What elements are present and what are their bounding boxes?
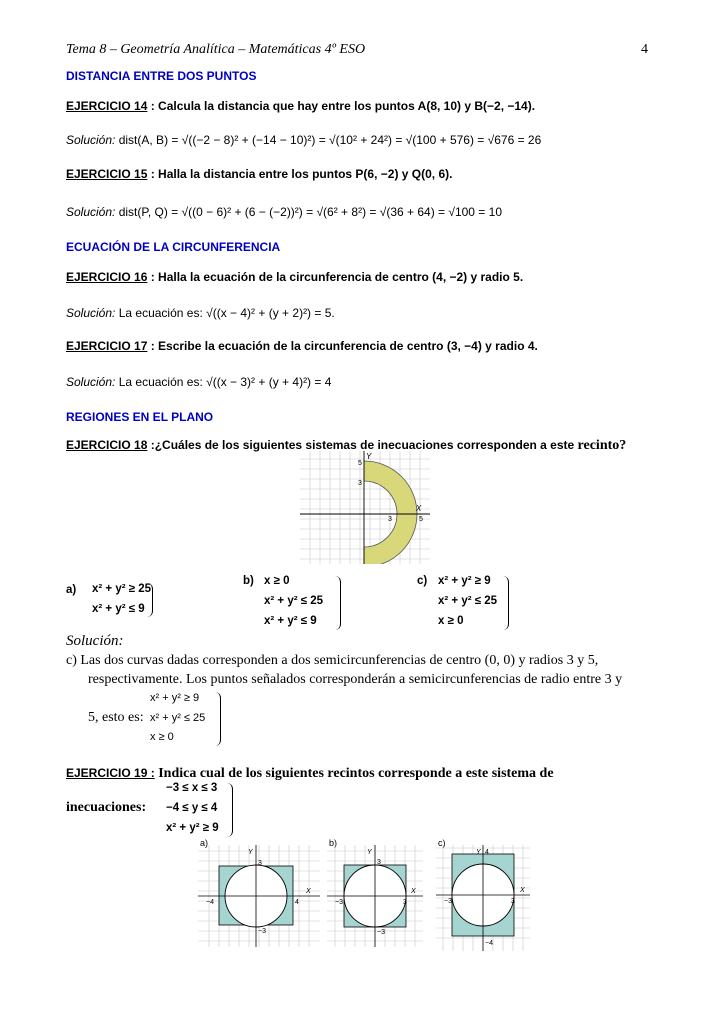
solution-label: Solución:	[66, 306, 116, 320]
exercise-label: EJERCICIO 19 :	[66, 766, 155, 780]
option-a-line1: x² + y² ≥ 25	[92, 583, 152, 595]
option-a-label: a)	[66, 584, 77, 596]
solution-15	[66, 205, 502, 219]
header-title: Tema 8 – Geometría Analítica – Matemáticas 4º ESO	[66, 42, 366, 57]
option-c-line1: x² + y² ≥ 9	[438, 575, 491, 587]
exercise-text: :¿Cuáles de los siguientes sistemas de inecuaciones corresponden a este	[147, 438, 575, 452]
solution-18-brace	[214, 692, 221, 746]
exercise-19-text2: inecuaciones:	[66, 800, 147, 815]
solution-18-label: Solución:	[66, 633, 124, 649]
section-circle: ECUACIÓN DE LA CIRCUNFERENCIA	[66, 240, 281, 254]
solution-text: La ecuación es:	[118, 306, 203, 320]
option-b-line3: x² + y² ≤ 9	[264, 615, 317, 627]
graph-c	[436, 845, 530, 951]
graph-b	[327, 845, 423, 947]
graph-b-label: b)	[329, 838, 338, 848]
y-axis-label: Y	[367, 849, 372, 856]
exercise-text: : Escribe la ecuación de la circunferencia de centro (3, −4) y radio 4.	[147, 339, 538, 353]
option-a-brace	[146, 583, 153, 617]
tick-3x: 3	[403, 899, 407, 906]
option-a-line2: x² + y² ≤ 9	[92, 603, 145, 615]
option-b-brace	[334, 576, 341, 630]
exercise-text: : Calcula la distancia que hay entre los puntos A(8, 10) y B(−2, −14).	[147, 99, 536, 113]
option-c-brace	[502, 576, 509, 630]
exercise-19-system-2: −4 ≤ y ≤ 4	[166, 802, 218, 814]
solution-18-line2: respectivamente. Los puntos señalados corresponderán a semicircunferencias de radio entre 3 y	[88, 672, 623, 687]
exercise-text-tail: recinto?	[577, 438, 627, 453]
page-number: 4	[641, 42, 648, 57]
exercise-19-system-3: x² + y² ≥ 9	[166, 822, 219, 834]
exercise-label: EJERCICIO 17	[66, 339, 148, 353]
tick-3: 3	[258, 860, 262, 867]
exercise-label: EJERCICIO 14	[66, 99, 148, 113]
x-axis-label: X	[306, 888, 311, 895]
solution-text: La ecuación es:	[118, 375, 203, 389]
exercise-19-system-1: −3 ≤ x ≤ 3	[166, 782, 218, 794]
option-b-line1: x ≥ 0	[264, 575, 290, 587]
solution-14	[66, 133, 541, 147]
solution-math: dist(A, B) = √((−2 − 8)² + (−14 − 10)²) = √(10² + 24²) = √(100 + 576) = √676 = 26	[118, 133, 542, 147]
exercise-text: : Halla la ecuación de la circunferencia de centro (4, −2) y radio 5.	[147, 270, 524, 284]
graph-c-label: c)	[438, 838, 446, 848]
tick-x3: 3	[388, 516, 392, 523]
solution-17	[66, 375, 331, 389]
solution-label: Solución:	[66, 133, 116, 147]
x-axis-label: X	[520, 887, 525, 894]
y-axis-label: Y	[366, 452, 372, 461]
tick-4: 4	[485, 849, 489, 856]
tick-3: 3	[511, 898, 515, 905]
option-c-line2: x² + y² ≤ 25	[438, 595, 498, 607]
solution-16	[66, 306, 335, 320]
solution-math: dist(P, Q) = √((0 − 6)² + (6 − (−2))²) = √(6² + 8²) = √(36 + 64) = √100 = 10	[118, 205, 502, 219]
exercise-label: EJERCICIO 18	[66, 438, 148, 452]
exercise-15	[66, 167, 452, 181]
option-c-label: c)	[417, 575, 428, 587]
half-annulus-region	[364, 461, 417, 564]
graph-a	[198, 845, 320, 947]
solution-18-system-2: x² + y² ≤ 25	[150, 712, 206, 724]
solution-18-system-1: x² + y² ≥ 9	[150, 692, 200, 704]
tick-m4: −4	[485, 940, 493, 947]
tick-m3: −3	[258, 928, 266, 935]
option-b-label: b)	[243, 575, 254, 587]
solution-math: √((x − 3)² + (y + 4)²) = 4	[206, 375, 332, 389]
exercise-label: EJERCICIO 15	[66, 167, 148, 181]
solution-label: Solución:	[66, 205, 116, 219]
graph-a-label: a)	[200, 838, 209, 848]
tick-4: 4	[295, 899, 299, 906]
exercise-19	[66, 764, 554, 782]
tick-m4: −4	[206, 899, 214, 906]
x-axis-label: X	[411, 888, 416, 895]
exercise-17	[66, 339, 538, 353]
tick-x5: 5	[419, 516, 423, 523]
exercise-text: Indica cual de los siguientes recintos corresponde a este sistema de	[154, 766, 554, 781]
exercise-14	[66, 99, 535, 113]
exercise-16	[66, 270, 523, 284]
tick-3: 3	[377, 859, 381, 866]
region-graph	[300, 451, 430, 564]
option-c-line3: x ≥ 0	[438, 615, 464, 627]
tick-y5: 5	[358, 460, 362, 467]
option-b-line2: x² + y² ≤ 25	[264, 595, 324, 607]
tick-m3: −3	[377, 929, 385, 936]
exercise-19-brace	[226, 783, 233, 837]
solution-math: √((x − 4)² + (y + 2)²) = 5.	[206, 306, 335, 320]
tick-m3x: −3	[335, 899, 343, 906]
solution-18-system-3: x ≥ 0	[150, 731, 174, 743]
solution-18-line1: c) Las dos curvas dadas corresponden a dos semicircunferencias de centro (0, 0) y radios 3 y 5,	[66, 653, 599, 668]
section-regions: REGIONES EN EL PLANO	[66, 410, 214, 424]
exercise-text: : Halla la distancia entre los puntos P(6, −2) y Q(0, 6).	[147, 167, 453, 181]
x-axis-label: X	[416, 504, 422, 513]
y-axis-label: Y	[248, 849, 253, 856]
tick-y3: 3	[358, 480, 362, 487]
solution-18-prefix: 5, esto es:	[88, 710, 144, 725]
section-distance: DISTANCIA ENTRE DOS PUNTOS	[66, 69, 257, 83]
y-axis-label: Y	[476, 849, 481, 856]
exercise-label: EJERCICIO 16	[66, 270, 148, 284]
solution-label: Solución:	[66, 375, 116, 389]
tick-m3: −3	[444, 898, 452, 905]
